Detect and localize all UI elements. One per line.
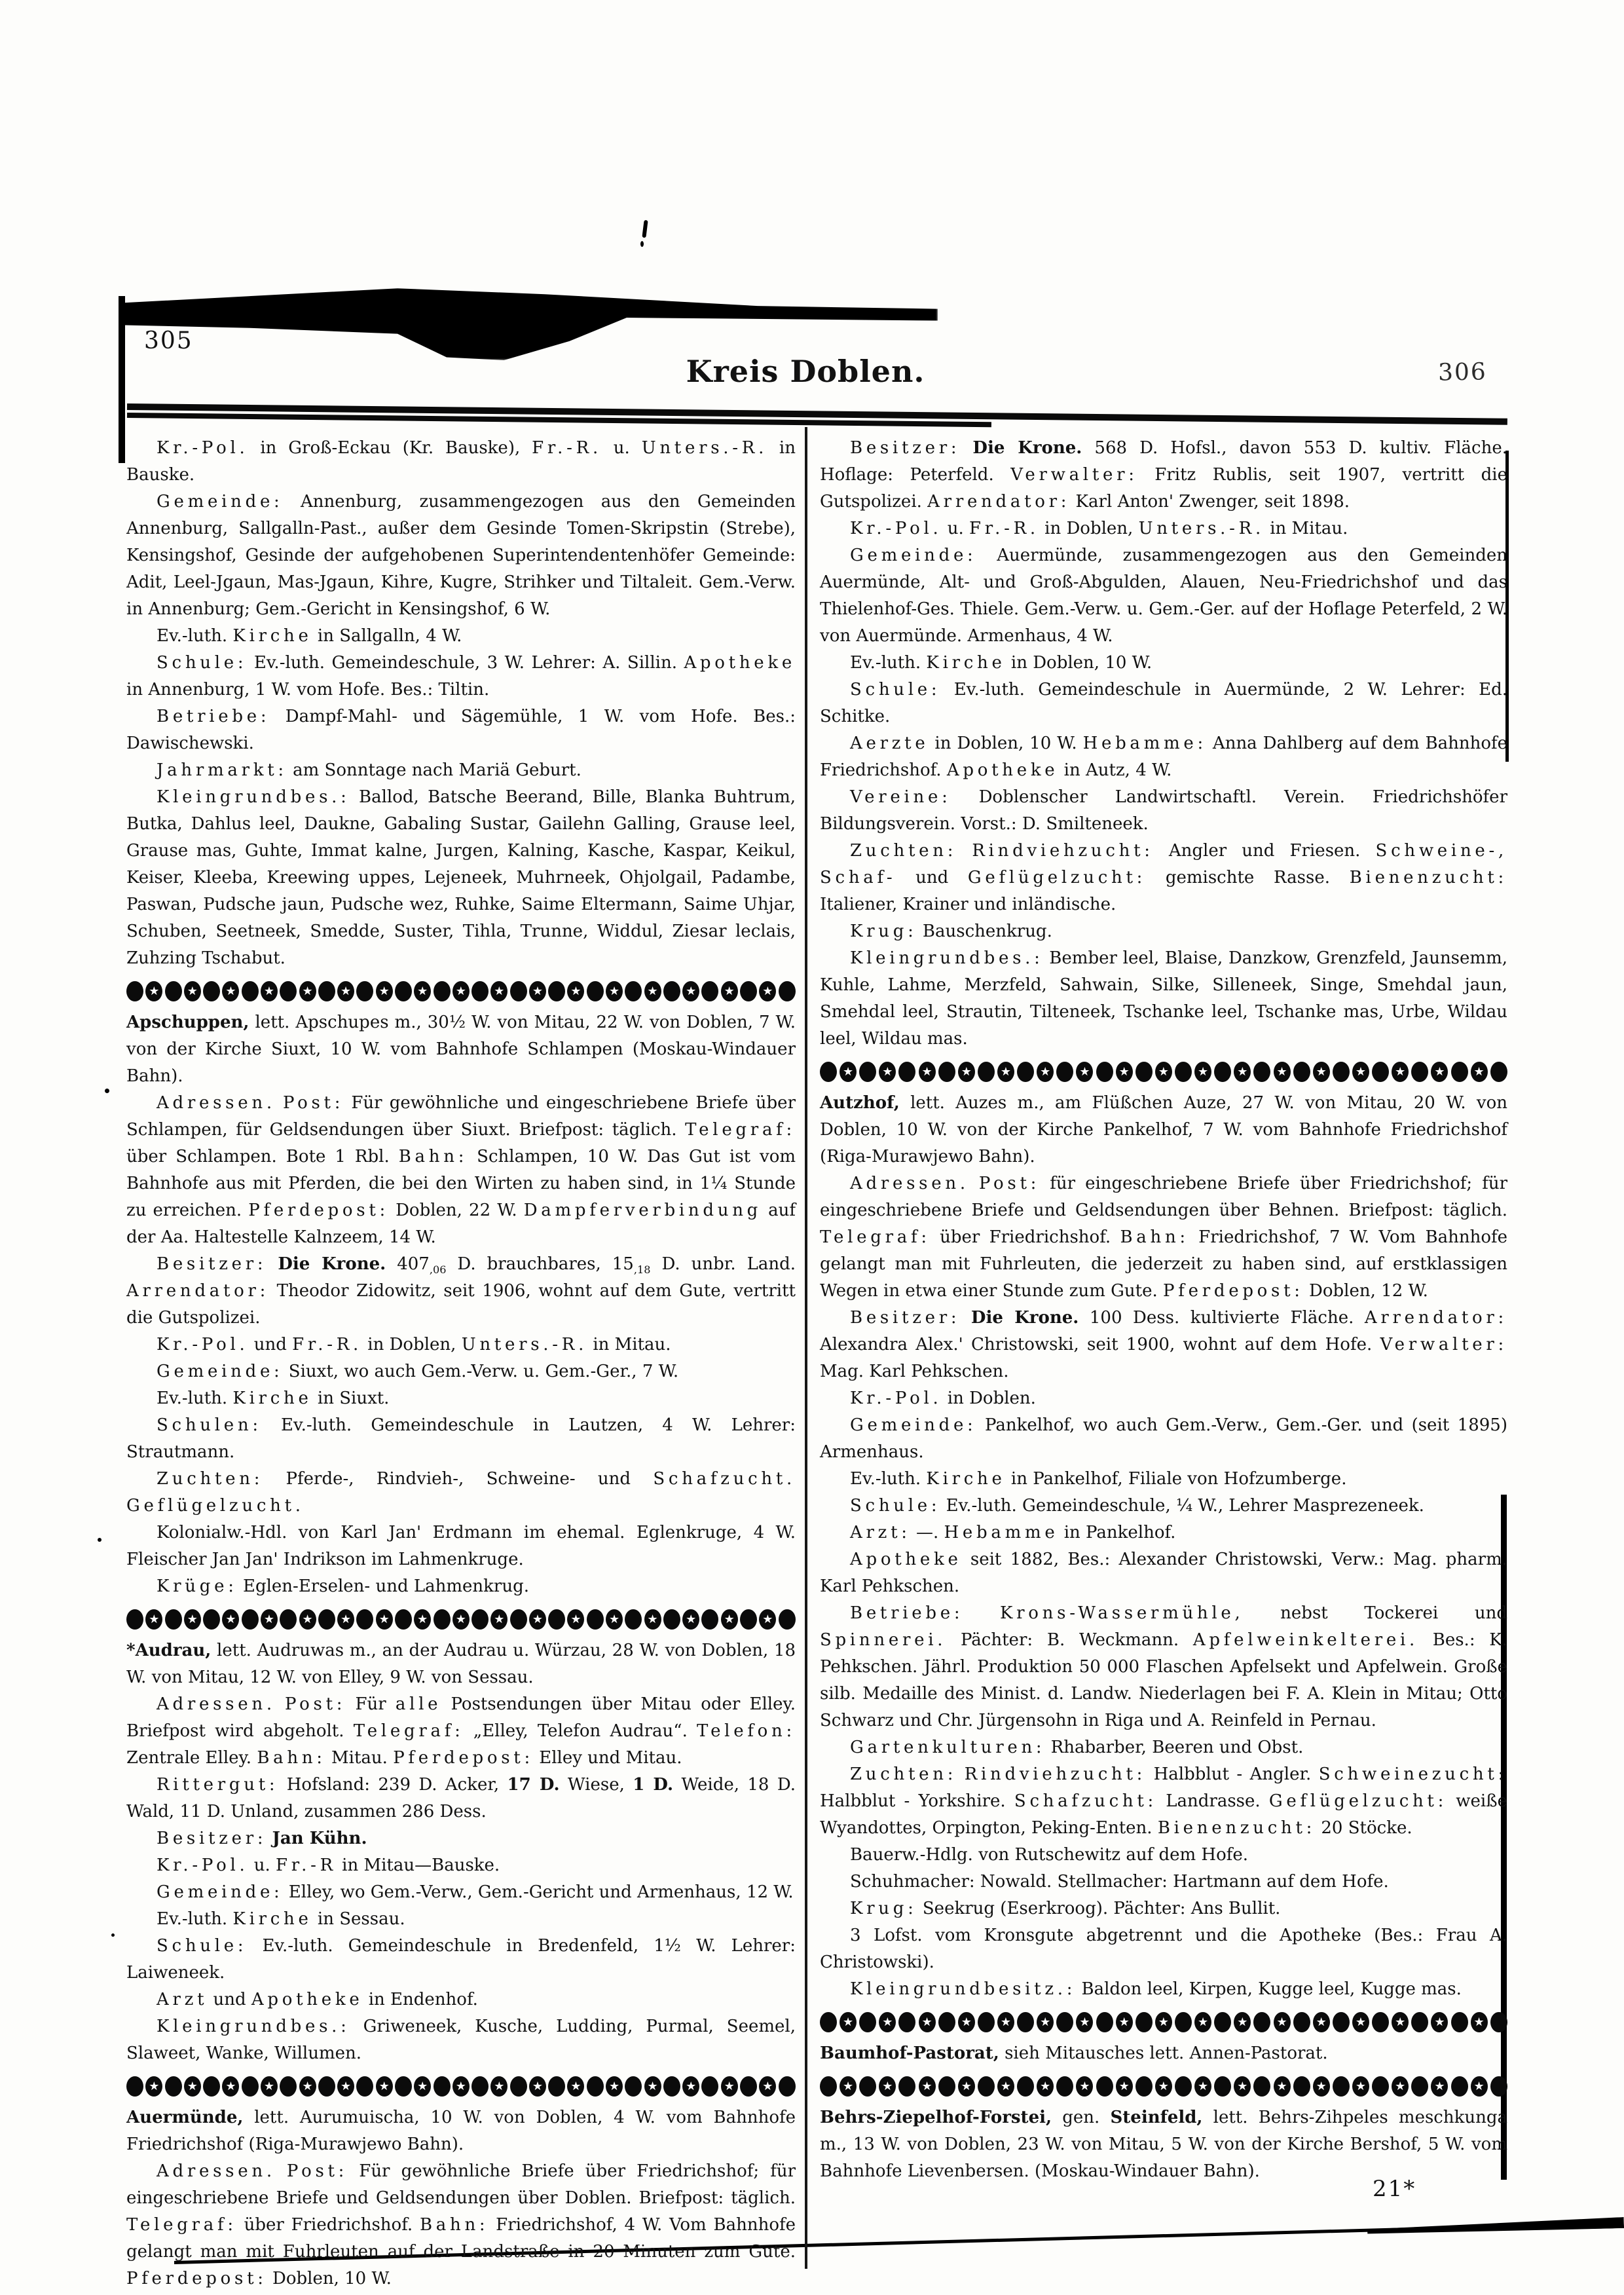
star-ornament-icon: ★ bbox=[261, 1609, 278, 1630]
dot-ornament-icon bbox=[1096, 2012, 1113, 2032]
dot-ornament-icon bbox=[318, 981, 335, 1001]
star-ornament-icon: ★ bbox=[184, 981, 201, 1001]
star-ornament-icon: ★ bbox=[184, 2076, 201, 2097]
dot-ornament-icon bbox=[510, 981, 527, 1001]
scan-speck bbox=[105, 1089, 109, 1093]
dot-ornament-icon bbox=[548, 981, 565, 1001]
star-ornament-icon: ★ bbox=[682, 981, 699, 1001]
paragraph: Arzt: —. Hebamme in Pankelhof. bbox=[850, 1523, 1176, 1542]
entry-paragraph: Baumhof-Pastorat, sieh Mitausches lett. Annen-Pastorat. bbox=[820, 2043, 1328, 2063]
paragraph: Gartenkulturen: Rhabarber, Beeren und Obst. bbox=[850, 1738, 1304, 1757]
dot-ornament-icon bbox=[820, 2076, 837, 2097]
dot-ornament-icon bbox=[242, 981, 259, 1001]
star-ornament-icon: ★ bbox=[1076, 2012, 1093, 2032]
paragraph: Krug: Bauschenkrug. bbox=[850, 922, 1052, 941]
star-ornament-icon: ★ bbox=[1076, 1062, 1093, 1082]
dot-ornament-icon bbox=[165, 981, 182, 1001]
star-ornament-icon: ★ bbox=[1471, 2076, 1488, 2097]
dot-ornament-icon bbox=[1411, 1062, 1428, 1082]
star-ornament-icon: ★ bbox=[997, 2012, 1014, 2032]
dot-ornament-icon bbox=[1253, 1062, 1270, 1082]
dot-ornament-icon bbox=[548, 2076, 565, 2097]
page-number-left: 305 bbox=[144, 327, 193, 354]
paragraph: Gemeinde: Elley, wo Gem.-Verw., Gem.-Gericht und Armenhaus, 12 W. bbox=[157, 1882, 794, 1902]
paragraph: Adressen. Post: Für alle Postsendungen über Mitau oder Elley. Briefpost wird abgeholt. Telegraf: „Elley, Telefon Audrau“. Telefon: Zentrale Elley. Bahn: Mitau. Pferdepost: Elley und Mitau. bbox=[126, 1694, 796, 1768]
paragraph: Schule: Ev.-luth. Gemeindeschule, 3 W. Lehrer: A. Sillin. Apotheke in Annenburg, 1 W. vom Hofe. Bes.: Tiltin. bbox=[126, 653, 796, 700]
paragraph: Jahrmarkt: am Sonntage nach Mariä Geburt. bbox=[157, 760, 581, 780]
star-ornament-icon: ★ bbox=[337, 981, 354, 1001]
star-ornament-icon: ★ bbox=[222, 1609, 239, 1630]
star-ornament-icon: ★ bbox=[1392, 2012, 1409, 2032]
dot-ornament-icon bbox=[203, 1609, 220, 1630]
paragraph: Zuchten: Pferde-, Rindvieh-, Schweine- und Schafzucht. Geflügelzucht. bbox=[126, 1469, 796, 1516]
paragraph: Schuhmacher: Nowald. Stellmacher: Hartmann auf dem Hofe. bbox=[850, 1872, 1389, 1892]
paragraph: Adressen. Post: für eingeschriebene Briefe über Friedrichshof; für eingeschriebene Briefe und Geldsendungen über Behnen. Briefpost: täglich. Telegraf: über Friedrichshof. Bahn: Friedrichshof, 7 W. Vom Bahnhofe gelangt man mit Fuhrleuten, die jederzeit zu haben sind, auf erstklassigen Wegen in etwa einer Stunde zum Gute. Pferdepost: Doblen, 12 W. bbox=[820, 1174, 1508, 1301]
star-ornament-icon: ★ bbox=[145, 2076, 162, 2097]
dot-ornament-icon bbox=[1411, 2012, 1428, 2032]
left-text-column bbox=[126, 435, 796, 2288]
paragraph: Schulen: Ev.-luth. Gemeindeschule in Lautzen, 4 W. Lehrer: Strautmann. bbox=[126, 1415, 796, 1462]
star-ornament-icon: ★ bbox=[1037, 1062, 1054, 1082]
dot-ornament-icon bbox=[434, 2076, 451, 2097]
star-ornament-icon: ★ bbox=[1234, 2076, 1251, 2097]
dot-ornament-icon bbox=[1293, 1062, 1310, 1082]
dot-ornament-icon bbox=[1411, 2076, 1428, 2097]
dot-ornament-icon bbox=[898, 2076, 915, 2097]
dot-ornament-icon bbox=[1056, 1062, 1073, 1082]
star-ornament-icon: ★ bbox=[1431, 1062, 1448, 1082]
star-ornament-icon: ★ bbox=[145, 981, 162, 1001]
star-ornament-icon: ★ bbox=[1194, 2012, 1211, 2032]
paragraph: Ev.-luth. Kirche in Sallgalln, 4 W. bbox=[157, 626, 462, 646]
dot-ornament-icon bbox=[978, 2012, 995, 2032]
star-ornament-icon: ★ bbox=[919, 1062, 936, 1082]
paragraph: Vereine: Doblenscher Landwirtschaftl. Verein. Friedrichshöfer Bildungsverein. Vorst.: D. Smilteneek. bbox=[820, 787, 1507, 834]
star-ornament-icon: ★ bbox=[721, 2076, 738, 2097]
dot-ornament-icon bbox=[1135, 1062, 1153, 1082]
star-ornament-icon: ★ bbox=[958, 1062, 975, 1082]
star-ornament-icon: ★ bbox=[1313, 2076, 1330, 2097]
star-ornament-icon: ★ bbox=[644, 1609, 661, 1630]
star-ornament-icon: ★ bbox=[1274, 2076, 1291, 2097]
ornament-divider bbox=[126, 2070, 796, 2102]
dot-ornament-icon bbox=[395, 981, 412, 1001]
star-ornament-icon: ★ bbox=[414, 2076, 431, 2097]
dot-ornament-icon bbox=[1175, 2012, 1192, 2032]
star-ornament-icon: ★ bbox=[414, 981, 431, 1001]
dot-ornament-icon bbox=[548, 1609, 565, 1630]
dot-ornament-icon bbox=[1056, 2076, 1073, 2097]
entry-paragraph: Behrs-Ziepelhof-Forstei, gen. Steinfeld, lett. Behrs-Zihpeles meschkunga m., 13 W. von Doblen, 23 W. von Mitau, 5 W. von der Kirche Bershof, 5 W. vom Bahnhofe Lievenbersen. (Moskau-Windauer Bahn). bbox=[820, 2108, 1507, 2181]
dot-ornament-icon bbox=[1333, 2076, 1350, 2097]
dot-ornament-icon bbox=[1017, 2012, 1034, 2032]
dot-ornament-icon bbox=[663, 1609, 680, 1630]
paragraph: Aerzte in Doblen, 10 W. Hebamme: Anna Dahlberg auf dem Bahnhofe Friedrichshof. Apotheke in Autz, 4 W. bbox=[820, 734, 1507, 780]
star-ornament-icon: ★ bbox=[721, 981, 738, 1001]
star-ornament-icon: ★ bbox=[1392, 1062, 1409, 1082]
entry-paragraph: Apschuppen, lett. Apschupes m., 30½ W. von Mitau, 22 W. von Doblen, 7 W. von der Kirche Siuxt, 10 W. vom Bahnhofe Schlampen (Moskau-Windauer Bahn). bbox=[126, 1013, 796, 1086]
star-ornament-icon: ★ bbox=[1471, 1062, 1488, 1082]
dot-ornament-icon bbox=[587, 1609, 604, 1630]
dot-ornament-icon bbox=[701, 2076, 718, 2097]
star-ornament-icon: ★ bbox=[606, 2076, 623, 2097]
star-ornament-icon: ★ bbox=[606, 1609, 623, 1630]
star-ornament-icon: ★ bbox=[1076, 2076, 1093, 2097]
star-ornament-icon: ★ bbox=[1471, 2012, 1488, 2032]
dot-ornament-icon bbox=[1096, 1062, 1113, 1082]
page-number-right: 306 bbox=[1437, 358, 1488, 386]
star-ornament-icon: ★ bbox=[222, 981, 239, 1001]
paragraph: Ev.-luth. Kirche in Siuxt. bbox=[157, 1389, 390, 1408]
paragraph: Adressen. Post: Für gewöhnliche Briefe über Friedrichshof; für eingeschriebene Briefe und Geldsendungen über Doblen. Briefpost: täglich. Telegraf: über Friedrichshof. Bahn: Friedrichshof, 4 W. Vom Bahnhofe gelangt man mit Fuhrleuten auf der Landstraße in 20 Minuten zum Gute. Pferdepost: Doblen, 10 W. bbox=[126, 2161, 796, 2288]
star-ornament-icon: ★ bbox=[490, 2076, 507, 2097]
paragraph: Bauerw.-Hdlg. von Rutschewitz auf dem Hofe. bbox=[850, 1845, 1249, 1865]
star-ornament-icon: ★ bbox=[1313, 1062, 1330, 1082]
paragraph: Besitzer: Die Krone. 568 D. Hofsl., davon 553 D. kultiv. Fläche. Hoflage: Peterfeld. Verwalter: Fritz Rublis, seit 1907, vertritt die Gutspolizei. Arrendator: Karl Anton' Zwenger, seit 1898. bbox=[820, 438, 1508, 512]
right-text-column bbox=[820, 435, 1507, 2264]
star-ornament-icon: ★ bbox=[529, 981, 546, 1001]
ornament-divider bbox=[126, 1603, 796, 1635]
dot-ornament-icon bbox=[1135, 2076, 1153, 2097]
paragraph: Kolonialw.-Hdl. von Karl Jan' Erdmann im ehemal. Eglenkruge, 4 W. Fleischer Jan Jan' Indrikson im Lahmenkruge. bbox=[126, 1523, 796, 1569]
dot-ornament-icon bbox=[471, 981, 489, 1001]
star-ornament-icon: ★ bbox=[567, 2076, 584, 2097]
paragraph: Kr.-Pol. und Fr.-R. in Doblen, Unters.-R. in Mitau. bbox=[157, 1335, 671, 1354]
paragraph: Kr.-Pol. u. Fr.-R. in Doblen, Unters.-R. in Mitau. bbox=[850, 519, 1348, 538]
star-ornament-icon: ★ bbox=[1194, 1062, 1211, 1082]
star-ornament-icon: ★ bbox=[682, 1609, 699, 1630]
paragraph: Kleingrundbes.: Griweneek, Kusche, Ludding, Purmal, Seemel, Slaweet, Wanke, Willumen. bbox=[126, 2017, 796, 2063]
star-ornament-icon: ★ bbox=[840, 2076, 857, 2097]
entry-paragraph: Autzhof, lett. Auzes m., am Flüßchen Auze, 27 W. von Mitau, 20 W. von Doblen, 10 W. von der Kirche Pankelhof, 7 W. vom Bahnhofe Friedrichshof (Riga-Murawjewo Bahn). bbox=[820, 1093, 1507, 1166]
dot-ornament-icon bbox=[165, 2076, 182, 2097]
paragraph: Kleingrundbesitz.: Baldon leel, Kirpen, Kugge leel, Kugge mas. bbox=[850, 1979, 1462, 1999]
dot-ornament-icon bbox=[701, 981, 718, 1001]
paragraph: Apotheke seit 1882, Bes.: Alexander Christowski, Verw.: Mag. pharm. Karl Pehkschen. bbox=[820, 1550, 1507, 1596]
dot-ornament-icon bbox=[898, 2012, 915, 2032]
star-ornament-icon: ★ bbox=[721, 1609, 738, 1630]
dot-ornament-icon bbox=[1056, 2012, 1073, 2032]
paragraph: Gemeinde: Pankelhof, wo auch Gem.-Verw., Gem.-Ger. und (seit 1895) Armenhaus. bbox=[820, 1415, 1507, 1462]
star-ornament-icon: ★ bbox=[1155, 2012, 1172, 2032]
star-ornament-icon: ★ bbox=[184, 1609, 201, 1630]
star-ornament-icon: ★ bbox=[299, 1609, 316, 1630]
dot-ornament-icon bbox=[779, 1609, 796, 1630]
paragraph: Rittergut: Hofsland: 239 D. Acker, 17 D. Wiese, 1 D. Weide, 18 D. Wald, 11 D. Unland, zusammen 286 Dess. bbox=[126, 1775, 796, 1821]
paragraph: Gemeinde: Auermünde, zusammengezogen aus den Gemeinden Auermünde, Alt- und Groß-Abgulden, Alauen, Neu-Friedrichshof und das Thielenhof-Ges. Thiele. Gem.-Verw. u. Gem.-Ger. auf der Hoflage Peterfeld, 2 W. von Auermünde. Armenhaus, 4 W. bbox=[820, 546, 1507, 646]
page-title: Kreis Doblen. bbox=[686, 354, 925, 389]
dot-ornament-icon bbox=[1451, 2012, 1468, 2032]
entry-paragraph: *Audrau, lett. Audruwas m., an der Audrau u. Würzau, 28 W. von Doblen, 18 W. von Mitau, 12 W. von Elley, 9 W. von Sessau. bbox=[126, 1641, 796, 1687]
dot-ornament-icon bbox=[1175, 1062, 1192, 1082]
dot-ornament-icon bbox=[1017, 1062, 1034, 1082]
dot-ornament-icon bbox=[625, 2076, 642, 2097]
dot-ornament-icon bbox=[356, 2076, 373, 2097]
star-ornament-icon: ★ bbox=[414, 1609, 431, 1630]
star-ornament-icon: ★ bbox=[337, 2076, 354, 2097]
star-ornament-icon: ★ bbox=[567, 981, 584, 1001]
star-ornament-icon: ★ bbox=[919, 2012, 936, 2032]
dot-ornament-icon bbox=[1253, 2076, 1270, 2097]
paragraph: Betriebe: Dampf-Mahl- und Sägemühle, 1 W. vom Hofe. Bes.: Dawischewski. bbox=[126, 707, 796, 753]
dot-ornament-icon bbox=[318, 2076, 335, 2097]
dot-ornament-icon bbox=[395, 1609, 412, 1630]
star-ornament-icon: ★ bbox=[1116, 2076, 1133, 2097]
star-ornament-icon: ★ bbox=[1352, 2012, 1369, 2032]
dot-ornament-icon bbox=[1490, 1062, 1507, 1082]
dot-ornament-icon bbox=[1490, 2076, 1507, 2097]
star-ornament-icon: ★ bbox=[759, 981, 776, 1001]
dot-ornament-icon bbox=[1214, 2076, 1231, 2097]
dot-ornament-icon bbox=[1490, 2012, 1507, 2032]
paragraph: Schule: Ev.-luth. Gemeindeschule in Auermünde, 2 W. Lehrer: Ed. Schitke. bbox=[820, 680, 1507, 726]
dot-ornament-icon bbox=[510, 1609, 527, 1630]
star-ornament-icon: ★ bbox=[879, 1062, 896, 1082]
dot-ornament-icon bbox=[625, 981, 642, 1001]
paragraph: Ev.-luth. Kirche in Doblen, 10 W. bbox=[850, 653, 1153, 673]
dot-ornament-icon bbox=[1175, 2076, 1192, 2097]
dot-ornament-icon bbox=[587, 2076, 604, 2097]
dot-ornament-icon bbox=[978, 1062, 995, 1082]
dot-ornament-icon bbox=[356, 981, 373, 1001]
star-ornament-icon: ★ bbox=[1194, 2076, 1211, 2097]
star-ornament-icon: ★ bbox=[529, 2076, 546, 2097]
star-ornament-icon: ★ bbox=[1431, 2076, 1448, 2097]
paragraph: Besitzer: Jan Kühn. bbox=[157, 1829, 367, 1848]
dot-ornament-icon bbox=[1333, 2012, 1350, 2032]
paragraph: Gemeinde: Annenburg, zusammengezogen aus den Gemeinden Annenburg, Sallgalln-Past., außer dem Gesinde Tomen-Skripstin (Strebe), Kensingshof, Gesinde der aufgehobenen Superintendentenhöfer Gemeinde: Adit, Leel-Jgaun, Mas-Jgaun, Kihre, Kugre, Strihker und Tiltaleit. Gem.-Verw. in Annenburg; Gem.-Gericht in Kensingshof, 6 W. bbox=[126, 492, 796, 619]
dot-ornament-icon bbox=[1333, 1062, 1350, 1082]
paragraph: Kleingrundbes.: Ballod, Batsche Beerand, Bille, Blanka Buhtrum, Butka, Dahlus leel, Daukne, Gabaling Sustar, Gailehn Galling, Grause leel, Grause mas, Guhte, Immat kalne, Jurgen, Kalning, Kasche, Kaspar, Keikul, Keiser, Kleeba, Kreewing uppes, Lejeneek, Muhrneek, Ohjolgail, Padambe, Paswan, Pudsche jaun, Pudsche wez, Ruhke, Saime Eltermann, Saime Uhjar, Schuben, Seetneek, Smedde, Suster, Tihla, Trunne, Widdul, Ziesar leclais, Zuhzing Tschabut. bbox=[126, 787, 796, 968]
dot-ornament-icon bbox=[820, 2012, 837, 2032]
dot-ornament-icon bbox=[587, 981, 604, 1001]
dot-ornament-icon bbox=[1253, 2012, 1270, 2032]
scan-speck bbox=[640, 241, 644, 247]
dot-ornament-icon bbox=[1372, 1062, 1389, 1082]
star-ornament-icon: ★ bbox=[1274, 1062, 1291, 1082]
dot-ornament-icon bbox=[859, 2076, 876, 2097]
dot-ornament-icon bbox=[663, 2076, 680, 2097]
star-ornament-icon: ★ bbox=[879, 2012, 896, 2032]
star-ornament-icon: ★ bbox=[529, 1609, 546, 1630]
dot-ornament-icon bbox=[471, 2076, 489, 2097]
paragraph: Ev.-luth. Kirche in Pankelhof, Filiale von Hofzumberge. bbox=[850, 1469, 1347, 1489]
dot-ornament-icon bbox=[1372, 2012, 1389, 2032]
star-ornament-icon: ★ bbox=[299, 2076, 316, 2097]
dot-ornament-icon bbox=[280, 1609, 297, 1630]
dot-ornament-icon bbox=[740, 981, 757, 1001]
ornament-divider bbox=[820, 2070, 1507, 2102]
dot-ornament-icon bbox=[1372, 2076, 1389, 2097]
dot-ornament-icon bbox=[859, 1062, 876, 1082]
star-ornament-icon: ★ bbox=[1352, 1062, 1369, 1082]
star-ornament-icon: ★ bbox=[145, 1609, 162, 1630]
dot-ornament-icon bbox=[938, 2076, 955, 2097]
scan-speck bbox=[642, 220, 648, 238]
ornament-divider bbox=[126, 975, 796, 1007]
star-ornament-icon: ★ bbox=[567, 1609, 584, 1630]
dot-ornament-icon bbox=[779, 2076, 796, 2097]
scan-ink-smudge bbox=[119, 287, 938, 360]
dot-ornament-icon bbox=[242, 2076, 259, 2097]
dot-ornament-icon bbox=[126, 981, 143, 1001]
star-ornament-icon: ★ bbox=[452, 2076, 470, 2097]
paragraph: Zuchten: Rindviehzucht: Angler und Friesen. Schweine-, Schaf- und Geflügelzucht: gemischte Rasse. Bienenzucht: Italiener, Krainer und inländische. bbox=[820, 841, 1508, 914]
paragraph: Ev.-luth. Kirche in Sessau. bbox=[157, 1909, 405, 1929]
dot-ornament-icon bbox=[356, 1609, 373, 1630]
dot-ornament-icon bbox=[1293, 2076, 1310, 2097]
star-ornament-icon: ★ bbox=[1313, 2012, 1330, 2032]
dot-ornament-icon bbox=[434, 981, 451, 1001]
star-ornament-icon: ★ bbox=[759, 1609, 776, 1630]
dot-ornament-icon bbox=[938, 1062, 955, 1082]
star-ornament-icon: ★ bbox=[490, 981, 507, 1001]
star-ornament-icon: ★ bbox=[1352, 2076, 1369, 2097]
star-ornament-icon: ★ bbox=[490, 1609, 507, 1630]
dot-ornament-icon bbox=[126, 1609, 143, 1630]
star-ornament-icon: ★ bbox=[759, 2076, 776, 2097]
dot-ornament-icon bbox=[165, 1609, 182, 1630]
paragraph: Kr.-Pol. in Doblen. bbox=[850, 1389, 1036, 1408]
star-ornament-icon: ★ bbox=[1116, 1062, 1133, 1082]
dot-ornament-icon bbox=[1451, 1062, 1468, 1082]
dot-ornament-icon bbox=[510, 2076, 527, 2097]
star-ornament-icon: ★ bbox=[958, 2076, 975, 2097]
star-ornament-icon: ★ bbox=[682, 2076, 699, 2097]
dot-ornament-icon bbox=[203, 2076, 220, 2097]
paragraph: Schule: Ev.-luth. Gemeindeschule, ¼ W., Lehrer Masprezeneek. bbox=[850, 1496, 1424, 1516]
dot-ornament-icon bbox=[938, 2012, 955, 2032]
dot-ornament-icon bbox=[1293, 2012, 1310, 2032]
star-ornament-icon: ★ bbox=[644, 2076, 661, 2097]
star-ornament-icon: ★ bbox=[1116, 2012, 1133, 2032]
star-ornament-icon: ★ bbox=[1274, 2012, 1291, 2032]
dot-ornament-icon bbox=[1214, 1062, 1231, 1082]
star-ornament-icon: ★ bbox=[1037, 2076, 1054, 2097]
scan-speck bbox=[98, 1538, 101, 1542]
paragraph: Krug: Seekrug (Eserkroog). Pächter: Ans Bullit. bbox=[850, 1899, 1281, 1918]
paragraph: Zuchten: Rindviehzucht: Halbblut - Angler. Schweinezucht: Halbblut - Yorkshire. Schafzucht: Landrasse. Geflügelzucht: weiße Wyandottes, Orpington, Peking-Enten. Bienenzucht: 20 Stöcke. bbox=[820, 1764, 1508, 1838]
dot-ornament-icon bbox=[280, 981, 297, 1001]
star-ornament-icon: ★ bbox=[452, 1609, 470, 1630]
dot-ornament-icon bbox=[859, 2012, 876, 2032]
dot-ornament-icon bbox=[740, 2076, 757, 2097]
paragraph: Krüge: Eglen-Erselen- und Lahmenkrug. bbox=[157, 1577, 530, 1596]
ornament-divider bbox=[820, 1056, 1507, 1087]
star-ornament-icon: ★ bbox=[879, 2076, 896, 2097]
star-ornament-icon: ★ bbox=[299, 981, 316, 1001]
star-ornament-icon: ★ bbox=[1431, 2012, 1448, 2032]
entry-paragraph: Auermünde, lett. Aurumuischa, 10 W. von Doblen, 4 W. vom Bahnhofe Friedrichshof (Riga-Murawjewo Bahn). bbox=[126, 2108, 796, 2154]
star-ornament-icon: ★ bbox=[222, 2076, 239, 2097]
dot-ornament-icon bbox=[318, 1609, 335, 1630]
dot-ornament-icon bbox=[978, 2076, 995, 2097]
dot-ornament-icon bbox=[1017, 2076, 1034, 2097]
paragraph: Kleingrundbes.: Bember leel, Blaise, Danzkow, Grenzfeld, Jaunsemm, Kuhle, Lahme, Merzfeld, Sahwain, Silke, Silleneek, Singe, Smehdal jaun, Smehdal leel, Strautin, Tilteneek, Tschanke leel, Tschanke mas, Urbe, Wildau leel, Wildau mas. bbox=[820, 948, 1507, 1049]
dot-ornament-icon bbox=[1214, 2012, 1231, 2032]
paragraph: Besitzer: Die Krone. $407_{,06}$ D. brauchbares, $15_{,18}$ D. unbr. Land. Arrendator: Theodor Zidowitz, seit 1906, wohnt auf dem Gute, vertritt die Gutspolizei. bbox=[126, 1254, 796, 1328]
dot-ornament-icon bbox=[471, 1609, 489, 1630]
dot-ornament-icon bbox=[740, 1609, 757, 1630]
dot-ornament-icon bbox=[663, 981, 680, 1001]
star-ornament-icon: ★ bbox=[997, 2076, 1014, 2097]
dot-ornament-icon bbox=[126, 2076, 143, 2097]
paragraph: Schule: Ev.-luth. Gemeindeschule in Bredenfeld, 1½ W. Lehrer: Laiweneek. bbox=[126, 1936, 796, 1983]
star-ornament-icon: ★ bbox=[1392, 2076, 1409, 2097]
dot-ornament-icon bbox=[434, 1609, 451, 1630]
paragraph: Besitzer: Die Krone. 100 Dess. kultivierte Fläche. Arrendator: Alexandra Alex.' Christowski, seit 1900, wohnt auf dem Hofe. Verwalter: Mag. Karl Pehkschen. bbox=[820, 1308, 1508, 1381]
star-ornament-icon: ★ bbox=[919, 2076, 936, 2097]
dot-ornament-icon bbox=[779, 981, 796, 1001]
paragraph: Arzt und Apotheke in Endenhof. bbox=[157, 1990, 478, 2009]
star-ornament-icon: ★ bbox=[606, 981, 623, 1001]
paragraph: Kr.-Pol. u. Fr.-R in Mitau—Bauske. bbox=[157, 1856, 500, 1875]
dot-ornament-icon bbox=[280, 2076, 297, 2097]
dot-ornament-icon bbox=[242, 1609, 259, 1630]
star-ornament-icon: ★ bbox=[997, 1062, 1014, 1082]
star-ornament-icon: ★ bbox=[1234, 1062, 1251, 1082]
dot-ornament-icon bbox=[701, 1609, 718, 1630]
star-ornament-icon: ★ bbox=[261, 2076, 278, 2097]
dot-ornament-icon bbox=[1451, 2076, 1468, 2097]
paragraph: Kr.-Pol. in Groß-Eckau (Kr. Bauske), Fr.-R. u. Unters.-R. in Bauske. bbox=[126, 438, 796, 485]
star-ornament-icon: ★ bbox=[1155, 2076, 1172, 2097]
star-ornament-icon: ★ bbox=[644, 981, 661, 1001]
dot-ornament-icon bbox=[820, 1062, 837, 1082]
star-ornament-icon: ★ bbox=[1155, 1062, 1172, 1082]
star-ornament-icon: ★ bbox=[261, 981, 278, 1001]
paragraph: Adressen. Post: Für gewöhnliche und eingeschriebene Briefe über Schlampen, für Geldsendungen über Siuxt. Briefpost: täglich. Telegraf: über Schlampen. Bote 1 Rbl. Bahn: Schlampen, 10 W. Das Gut ist vom Bahnhofe aus mit Pferden, die bei den Wirten zu haben sind, in 1¼ Stunde zu erreichen. Pferdepost: Doblen, 22 W. Dampferverbindung auf der Aa. Haltestelle Kalnzeem, 14 W. bbox=[126, 1093, 796, 1247]
dot-ornament-icon bbox=[395, 2076, 412, 2097]
paragraph: 3 Lofst. vom Kronsgute abgetrennt und die Apotheke (Bes.: Frau A. Christowski). bbox=[820, 1926, 1507, 1972]
star-ornament-icon: ★ bbox=[1234, 2012, 1251, 2032]
dot-ornament-icon bbox=[1096, 2076, 1113, 2097]
star-ornament-icon: ★ bbox=[376, 981, 393, 1001]
ornament-divider bbox=[820, 2006, 1507, 2038]
star-ornament-icon: ★ bbox=[376, 1609, 393, 1630]
paragraph: Gemeinde: Siuxt, wo auch Gem.-Verw. u. Gem.-Ger., 7 W. bbox=[157, 1362, 679, 1381]
star-ornament-icon: ★ bbox=[376, 2076, 393, 2097]
star-ornament-icon: ★ bbox=[337, 1609, 354, 1630]
star-ornament-icon: ★ bbox=[1037, 2012, 1054, 2032]
paragraph: Betriebe: Krons-Wassermühle, nebst Tockerei und Spinnerei. Pächter: B. Weckmann. Apfelweinkelterei. Bes.: K. Pehkschen. Jährl. Produktion 50 000 Flaschen Apfelsekt und Apfelwein. Große silb. Medaille des Minist. d. Landw. Niederlagen bei F. A. Klein in Mitau; Otto Schwarz und Chr. Jürgensohn in Riga und A. Reinfeld in Pernau. bbox=[820, 1603, 1508, 1730]
star-ornament-icon: ★ bbox=[840, 1062, 857, 1082]
dot-ornament-icon bbox=[625, 1609, 642, 1630]
dot-ornament-icon bbox=[1135, 2012, 1153, 2032]
scan-speck bbox=[111, 1933, 115, 1937]
star-ornament-icon: ★ bbox=[958, 2012, 975, 2032]
dot-ornament-icon bbox=[203, 981, 220, 1001]
star-ornament-icon: ★ bbox=[840, 2012, 857, 2032]
dot-ornament-icon bbox=[898, 1062, 915, 1082]
printer-signature-mark: 21* bbox=[1373, 2176, 1416, 2202]
star-ornament-icon: ★ bbox=[452, 981, 470, 1001]
column-divider-rule bbox=[805, 427, 807, 2269]
